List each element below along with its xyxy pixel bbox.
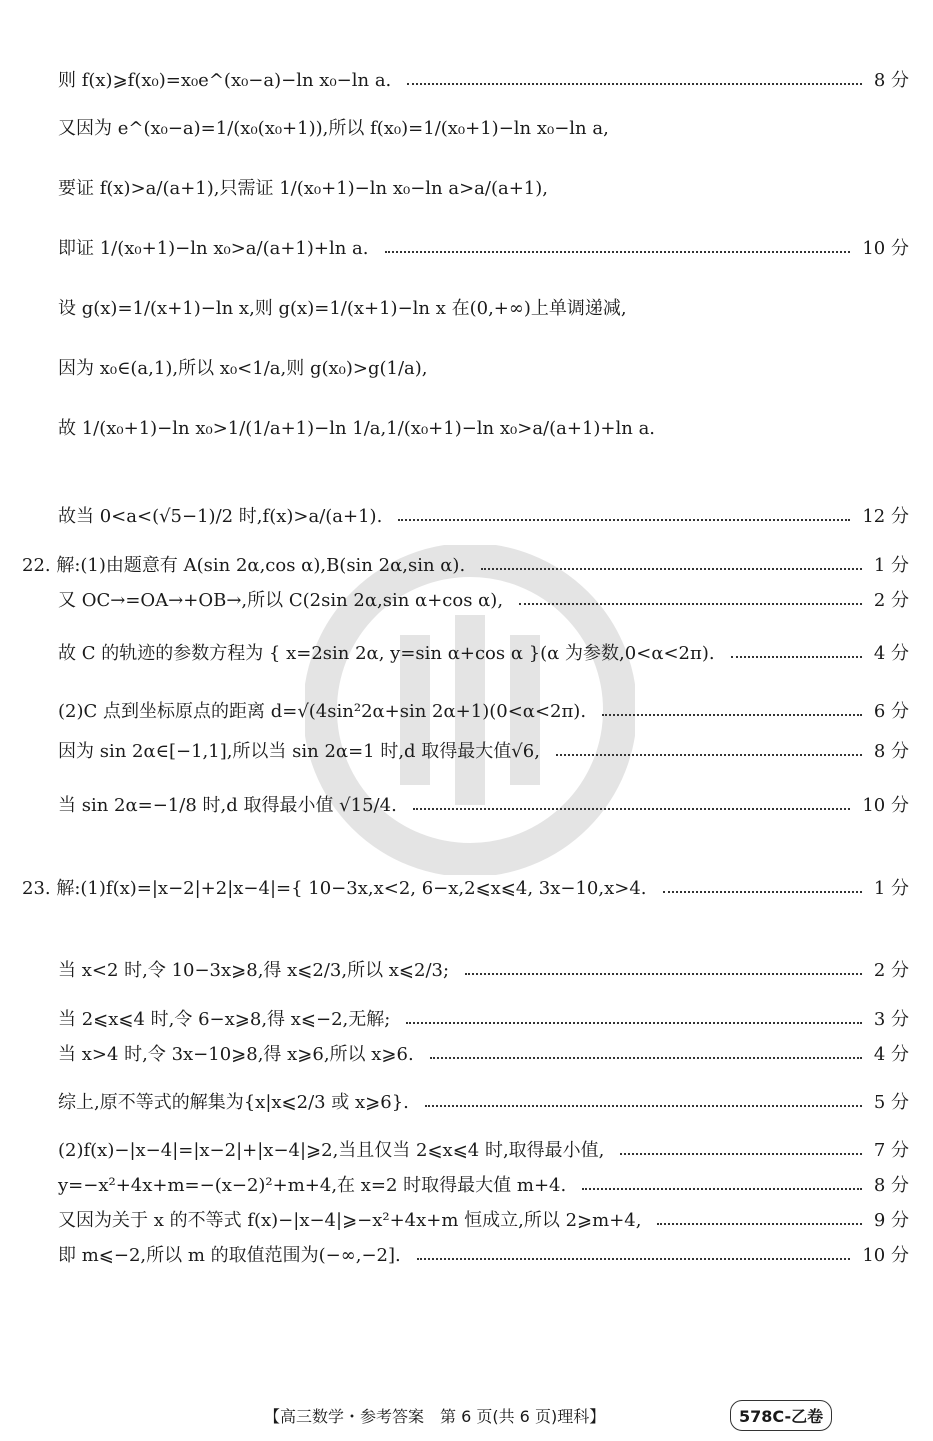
answer-line	[58, 592, 909, 610]
line-math: 又 OC→=OA→+OB→,所以 C(2sin 2α,sin α+cos α),	[58, 590, 504, 611]
answer-line	[58, 743, 909, 761]
answer-line	[58, 1046, 909, 1064]
answer-line	[58, 1142, 909, 1160]
line-math: 即证 1/(x₀+1)−ln x₀>a/(a+1)+ln a.	[58, 238, 369, 259]
leader-dots	[602, 714, 862, 716]
line-math: 综上,原不等式的解集为{x|x⩽2/3 或 x⩾6}.	[58, 1092, 409, 1113]
leader-dots	[413, 808, 851, 810]
score-label: 4 分	[873, 1044, 909, 1065]
page-footer	[0, 1400, 933, 1426]
answer-line	[58, 300, 909, 318]
answer-line	[58, 508, 909, 526]
answer-line	[58, 240, 909, 258]
line-math: 当 2⩽x⩽4 时,令 6−x⩾8,得 x⩽−2,无解;	[58, 1009, 391, 1030]
answer-line	[58, 1177, 909, 1195]
leader-dots	[582, 1188, 862, 1190]
line-math: 当 x<2 时,令 10−3x⩾8,得 x⩽2/3,所以 x⩽2/3;	[58, 960, 450, 981]
score-label: 12 分	[862, 506, 909, 527]
line-math: 故当 0<a<(√5−1)/2 时,f(x)>a/(a+1).	[58, 506, 383, 527]
score-label: 4 分	[873, 643, 909, 664]
score-label: 8 分	[873, 741, 909, 762]
leader-dots	[519, 603, 862, 605]
line-math: 即 m⩽−2,所以 m 的取值范围为(−∞,−2].	[58, 1245, 401, 1266]
line-math: (2)C 点到坐标原点的距离 d=√(4sin²2α+sin 2α+1)(0<α<2π).	[58, 701, 587, 722]
line-math: 要证 f(x)>a/(a+1),只需证 1/(x₀+1)−ln x₀−ln a>a/(a+1),	[58, 178, 548, 199]
score-label: 6 分	[873, 701, 909, 722]
leader-dots	[663, 891, 862, 893]
line-math: 故 1/(x₀+1)−ln x₀>1/(1/a+1)−ln 1/a,1/(x₀+1)−ln x₀>a/(a+1)+ln a.	[58, 418, 656, 439]
answer-line	[22, 880, 909, 898]
line-math: 则 f(x)⩾f(x₀)=x₀e^(x₀−a)−ln x₀−ln a.	[58, 70, 392, 91]
leader-dots	[657, 1223, 861, 1225]
score-label: 10 分	[862, 795, 909, 816]
leader-dots	[465, 973, 862, 975]
leader-dots	[481, 568, 862, 570]
line-math: 当 x>4 时,令 3x−10⩾8,得 x⩾6,所以 x⩾6.	[58, 1044, 414, 1065]
line-math: 因为 sin 2α∈[−1,1],所以当 sin 2α=1 时,d 取得最大值√6,	[58, 741, 540, 762]
score-label: 10 分	[862, 238, 909, 259]
line-math: y=−x²+4x+m=−(x−2)²+m+4,在 x=2 时取得最大值 m+4.	[58, 1175, 567, 1196]
leader-dots	[385, 251, 851, 253]
paper-code-badge: 578C-乙卷	[730, 1400, 832, 1431]
score-label: 7 分	[873, 1140, 909, 1161]
line-math: 23. 解:(1)f(x)=|x−2|+2|x−4|={ 10−3x,x<2, 6−x,2⩽x⩽4, 3x−10,x>4.	[22, 878, 647, 899]
score-label: 5 分	[873, 1092, 909, 1113]
line-math: 又因为 e^(x₀−a)=1/(x₀(x₀+1)),所以 f(x₀)=1/(x₀+1)−ln x₀−ln a,	[58, 118, 609, 139]
score-label: 1 分	[873, 555, 909, 576]
answer-line	[58, 703, 909, 721]
line-math: 当 sin 2α=−1/8 时,d 取得最小值 √15/4.	[58, 795, 397, 816]
score-label: 3 分	[873, 1009, 909, 1030]
leader-dots	[407, 83, 862, 85]
score-label: 9 分	[873, 1210, 909, 1231]
leader-dots	[620, 1153, 861, 1155]
line-math: 又因为关于 x 的不等式 f(x)−|x−4|⩾−x²+4x+m 恒成立,所以 2⩾m+4,	[58, 1210, 642, 1231]
line-math: (2)f(x)−|x−4|=|x−2|+|x−4|⩾2,当且仅当 2⩽x⩽4 时,取得最小值,	[58, 1140, 605, 1161]
leader-dots	[417, 1258, 851, 1260]
leader-dots	[406, 1022, 861, 1024]
score-label: 2 分	[873, 590, 909, 611]
score-label: 10 分	[862, 1245, 909, 1266]
score-label: 2 分	[873, 960, 909, 981]
line-math: 故 C 的轨迹的参数方程为 { x=2sin 2α, y=sin α+cos α }(α 为参数,0<α<2π).	[58, 643, 715, 664]
answer-line	[58, 72, 909, 90]
line-math: 因为 x₀∈(a,1),所以 x₀<1/a,则 g(x₀)>g(1/a),	[58, 358, 428, 379]
answer-line	[58, 797, 909, 815]
answer-line	[58, 1247, 909, 1265]
leader-dots	[425, 1105, 862, 1107]
leader-dots	[398, 519, 850, 521]
answer-line	[58, 1094, 909, 1112]
answer-line	[58, 180, 909, 198]
score-label: 8 分	[873, 1175, 909, 1196]
answer-line	[58, 420, 909, 438]
score-label: 8 分	[873, 70, 909, 91]
answer-line	[58, 1212, 909, 1230]
answer-line	[58, 645, 909, 663]
line-math: 设 g(x)=1/(x+1)−ln x,则 g(x)=1/(x+1)−ln x 在(0,+∞)上单调递减,	[58, 298, 627, 319]
leader-dots	[556, 754, 862, 756]
answer-line	[58, 962, 909, 980]
answer-line	[58, 120, 909, 138]
footer-text: 【高三数学・参考答案 第 6 页(共 6 页)理科】	[264, 1407, 606, 1426]
answer-line	[58, 1011, 909, 1029]
answer-line	[22, 557, 909, 575]
line-math: 22. 解:(1)由题意有 A(sin 2α,cos α),B(sin 2α,sin α).	[22, 555, 466, 576]
leader-dots	[731, 656, 862, 658]
score-label: 1 分	[873, 878, 909, 899]
leader-dots	[430, 1057, 862, 1059]
answer-line	[58, 360, 909, 378]
